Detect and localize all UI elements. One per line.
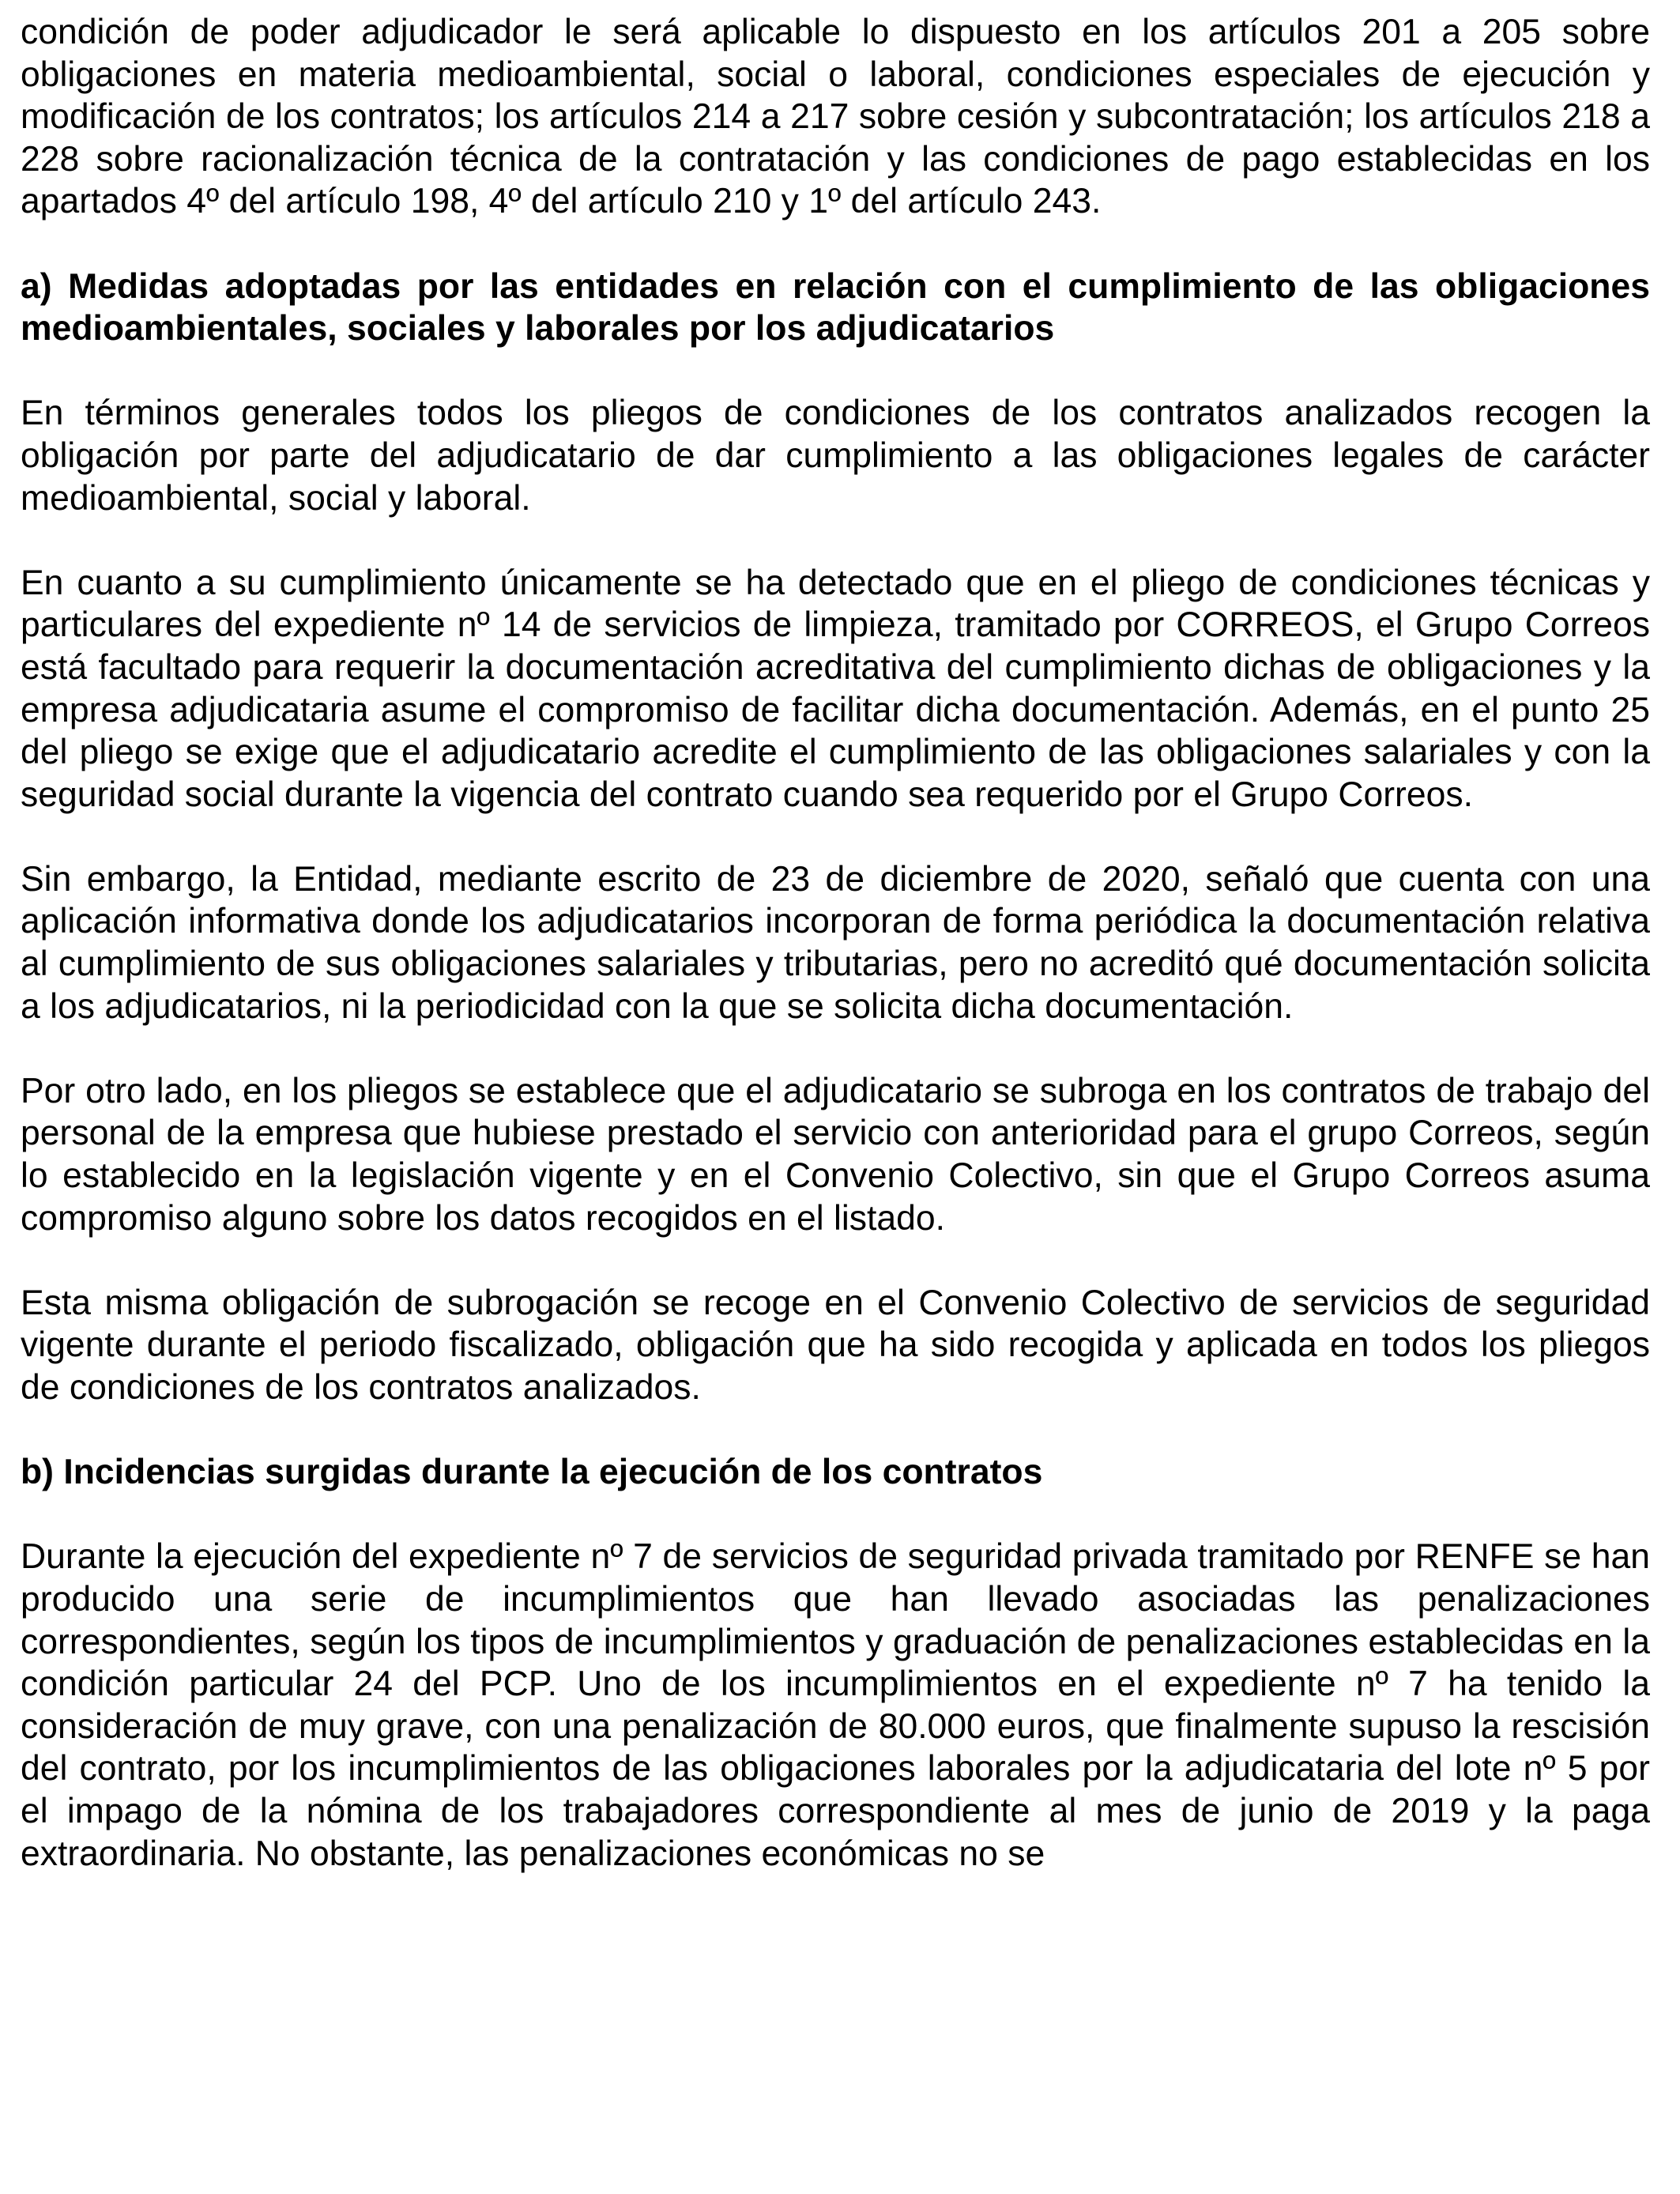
section-a-title: Medidas adoptadas por las entidades en relación con el cumplimiento de las obligaciones medioambientales, sociales y laborales por los adjudicatarios (21, 266, 1650, 349)
section-a-paragraph-5: Esta misma obligación de subrogación se recoge en el Convenio Colectivo de servicios de seguridad vigente durante el periodo fiscalizado, obligación que ha sido recogida y aplicada en todos los pliegos de condiciones de los contratos analizados. (21, 1283, 1650, 1407)
section-a-paragraph-3: Sin embargo, la Entidad, mediante escrito de 23 de diciembre de 2020, señaló que cuenta con una aplicación informativa donde los adjudicatarios incorporan de forma periódica la documentación relativa al cumplimiento de sus obligaciones salariales y tributarias, pero no acreditó qué documentación solicita a los adjudicatarios, ni la periodicidad con la que se solicita dicha documentación. (21, 859, 1650, 1026)
section-a-paragraph-1: En términos generales todos los pliegos de condiciones de los contratos analizados recogen la obligación por parte del adjudicatario de dar cumplimiento a las obligaciones legales de carácter medioambiental, social y laboral. (21, 394, 1650, 518)
section-b-paragraph-1: Durante la ejecución del expediente nº 7 de servicios de seguridad privada tramitado por RENFE se han producido una serie de incumplimientos que han llevado asociadas las penalizaciones correspondientes, según los tipos de incumplimientos y graduación de penalizaciones establecidas en la condición particular 24 del PCP. Uno de los incumplimientos en el expediente nº 7 ha tenido la consideración de muy grave, con una penalización de 80.000 euros, que finalmente supuso la rescisión del contrato, por los incumplimientos de las obligaciones laborales por la adjudicataria del lote nº 5 por el impago de la nómina de los trabajadores correspondiente al mes de junio de 2019 y la paga extraordinaria. No obstante, las penalizaciones económicas no se (21, 1537, 1650, 1873)
section-b-heading (21, 1451, 1650, 1494)
paragraph-intro: condición de poder adjudicador le será aplicable lo dispuesto en los artículos 201 a 205 sobre obligaciones en materia medioambiental, social o laboral, condiciones especiales de ejecución y modificación de los contratos; los artículos 214 a 217 sobre cesión y subcontratación; los artículos 218 a 228 sobre racionalización técnica de la contratación y las condiciones de pago establecidas en los apartados 4º del artículo 198, 4º del artículo 210 y 1º del artículo 243. (21, 13, 1650, 221)
section-b-marker: b) (21, 1453, 55, 1492)
section-a-paragraph-4: Por otro lado, en los pliegos se establece que el adjudicatario se subroga en los contratos de trabajo del personal de la empresa que hubiese prestado el servicio con anterioridad para el grupo Correos, según lo establecido en la legislación vigente y en el Convenio Colectivo, sin que el Grupo Correos asuma compromiso alguno sobre los datos recogidos en el listado. (21, 1071, 1650, 1238)
section-a-paragraph-2: En cuanto a su cumplimiento únicamente se ha detectado que en el pliego de condiciones técnicas y particulares del expediente nº 14 de servicios de limpieza, tramitado por CORREOS, el Grupo Correos está facultado para requerir la documentación acreditativa del cumplimiento dichas de obligaciones y la empresa adjudicataria asume el compromiso de facilitar dicha documentación. Además, en el punto 25 del pliego se exige que el adjudicatario acredite el cumplimiento de las obligaciones salariales y con la seguridad social durante la vigencia del contrato cuando sea requerido por el Grupo Correos. (21, 563, 1650, 814)
section-a-marker: a) (21, 266, 52, 306)
document-page (21, 11, 1650, 1917)
section-a-heading (21, 266, 1650, 350)
section-b-title: Incidencias surgidas durante la ejecución de los contratos (63, 1453, 1043, 1492)
